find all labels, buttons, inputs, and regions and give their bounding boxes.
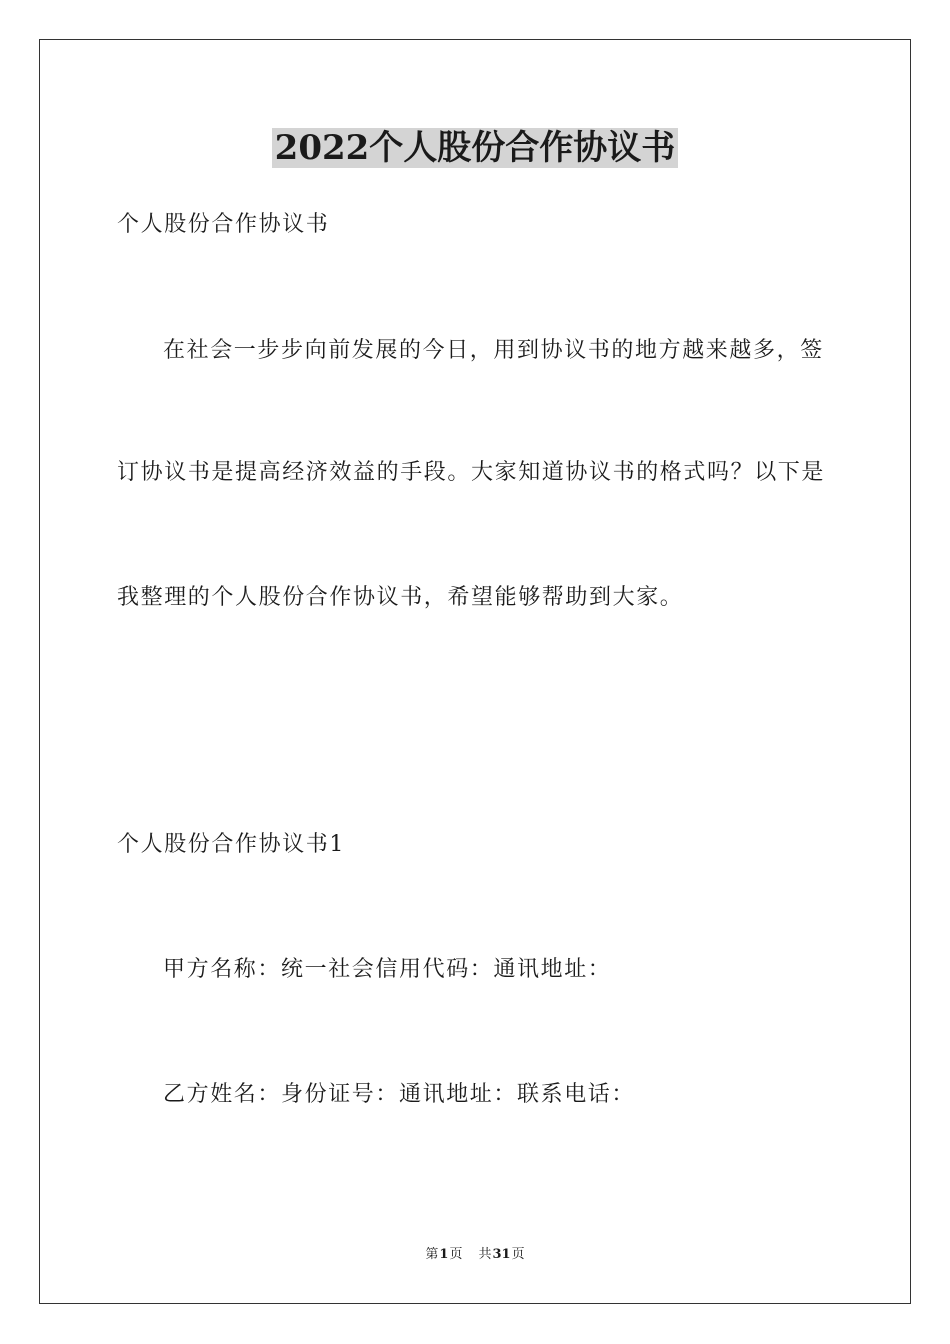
intro-paragraph-line: 订协议书是提高经济效益的手段。大家知道协议书的格式吗？以下是 [117, 460, 826, 485]
document-subtitle: 个人股份合作协议书 [117, 212, 330, 237]
party-a-line: 甲方名称：统一社会信用代码：通讯地址： [163, 957, 612, 982]
total-unit: 页 [511, 1247, 525, 1262]
intro-paragraph-line: 我整理的个人股份合作协议书，希望能够帮助到大家。 [117, 585, 684, 610]
intro-paragraph-line: 在社会一步步向前发展的今日，用到协议书的地方越来越多，签 [163, 338, 824, 363]
page-current: 1 [439, 1247, 449, 1262]
page-unit: 页 [449, 1247, 463, 1262]
document-title-text: 2022个人股份合作协议书 [272, 128, 679, 168]
section-heading: 个人股份合作协议书1 [117, 832, 345, 857]
party-b-line: 乙方姓名：身份证号：通讯地址：联系电话： [163, 1082, 636, 1107]
page-footer [0, 1246, 950, 1264]
page-prefix: 第 [425, 1247, 439, 1262]
document-title [0, 126, 950, 170]
page-total: 31 [492, 1247, 511, 1262]
total-prefix: 共 [478, 1247, 492, 1262]
